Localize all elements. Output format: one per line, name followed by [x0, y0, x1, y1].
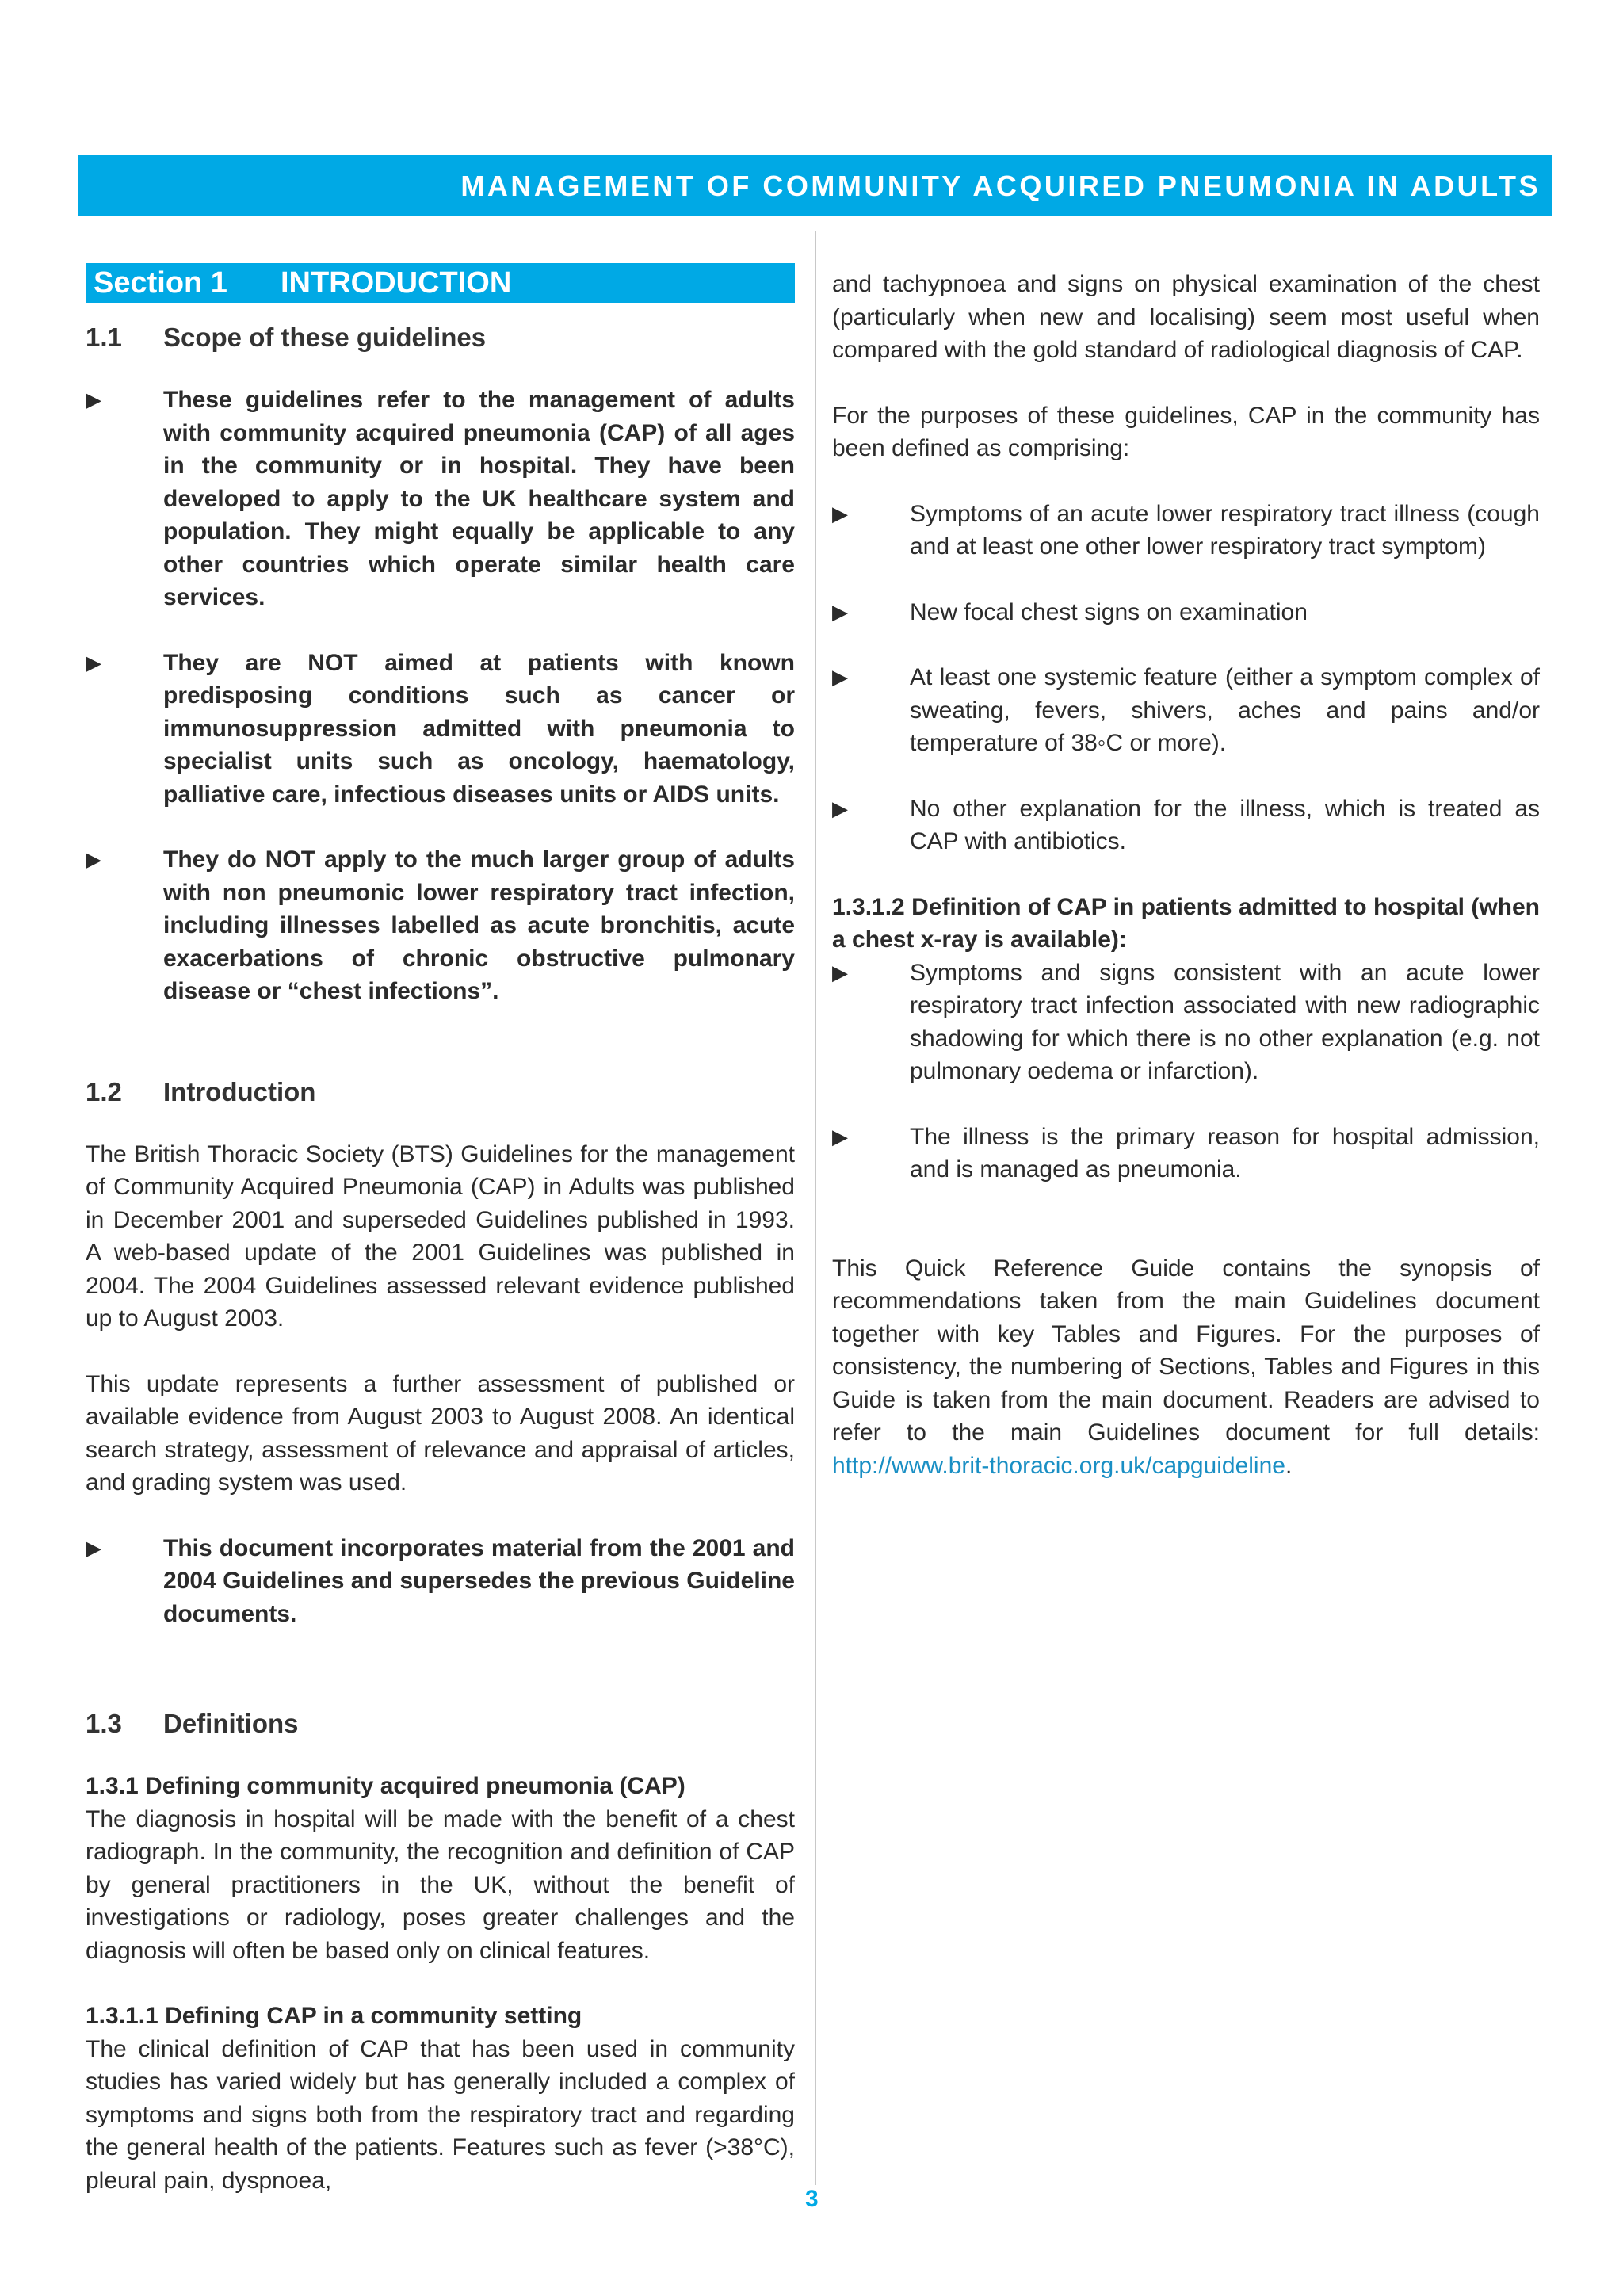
scope-bullet [86, 384, 795, 614]
arrow-bullet-icon: ▶ [832, 501, 848, 525]
definition-paragraph: The clinical definition of CAP that has been used in community studies has varied widely but has generally included a complex of symptoms and signs both from the respiratory tract and regarding the general health of the patients. Features such as fever (>38°C), pleural pain, dyspnoea, [86, 2035, 795, 2194]
community-bullet [832, 596, 1540, 629]
arrow-bullet-icon: ▶ [86, 847, 101, 871]
bullet-text: They do NOT apply to the much larger group of adults with non pneumonic lower respiratory tract infection, including illnesses labelled as acute bronchitis, acute exacerbations of chronic obstructive pulmonary disease or “chest infections”. [163, 846, 795, 1004]
subheading-1-3-1-2: 1.3.1.2 Definition of CAP in patients admitted to hospital (when a chest x-ray is available): [832, 893, 1540, 953]
intro-paragraph: This update represents a further assessment of published or available evidence from August 2003 to August 2008. An identical search strategy, assessment of relevance and appraisal of articles, and grading system was used. [86, 1370, 795, 1496]
bullet-text: At least one systemic feature (either a symptom complex of sweating, fevers, shivers, aches and pains and/or temperature of 38◦C or more). [910, 664, 1540, 756]
arrow-bullet-icon: ▶ [86, 1535, 101, 1560]
bullet-text: Symptoms and signs consistent with an acute lower respiratory tract infection associated with new radiographic shadowing for which there is no other explanation (e.g. not pulmonary oedema or infarction). [910, 959, 1540, 1084]
bullet-text: Symptoms of an acute lower respiratory tract illness (cough and at least one other lower respiratory tract symptom) [910, 500, 1540, 560]
arrow-bullet-icon: ▶ [832, 960, 848, 984]
section-title: INTRODUCTION [281, 266, 512, 300]
definition-paragraph: The diagnosis in hospital will be made with the benefit of a chest radiograph. In the community, the recognition and definition of CAP by general practitioners in the UK, without the benefit of investigations or radiology, poses greater challenges and the diagnosis will often be based only on clinical features. [86, 1805, 795, 1964]
continued-paragraph: and tachypnoea and signs on physical examination of the chest (particularly when new and localising) seem most useful when compared with the gold standard of radiological diagnosis of CAP. [832, 271, 1540, 363]
heading-1-2 [86, 1076, 795, 1108]
heading-1-1 [86, 322, 795, 353]
arrow-bullet-icon: ▶ [832, 1124, 848, 1148]
community-bullet [832, 661, 1540, 760]
scope-bullet [86, 843, 795, 1008]
quick-reference-text: This Quick Reference Guide contains the synopsis of recommendations taken from the main Guidelines document together with key Tables and Figures. For the purposes of consistency, the numbering of Sections, Tables and Figures in this Guide is taken from the main document. Readers are advised to refer to the main Guidelines document for full details: [832, 1255, 1540, 1446]
intro-bullet [86, 1532, 795, 1631]
heading-number: 1.3 [86, 1709, 122, 1738]
column-divider [815, 231, 816, 2185]
bullet-text: The illness is the primary reason for hospital admission, and is managed as pneumonia. [910, 1123, 1540, 1182]
quick-reference-paragraph [832, 1252, 1540, 1483]
document-title: MANAGEMENT OF COMMUNITY ACQUIRED PNEUMONIA IN ADULTS [460, 170, 1541, 202]
page-number: 3 [805, 2186, 819, 2212]
heading-text: Definitions [163, 1709, 299, 1738]
heading-text: Introduction [163, 1076, 316, 1106]
heading-text: Scope of these guidelines [163, 323, 487, 352]
arrow-bullet-icon: ▶ [86, 650, 101, 674]
hospital-bullet [832, 1121, 1540, 1186]
subheading-1-3-1: 1.3.1 Defining community acquired pneumonia (CAP) [86, 1773, 685, 1799]
arrow-bullet-icon: ▶ [832, 796, 848, 820]
arrow-bullet-icon: ▶ [86, 388, 101, 411]
heading-1-3 [86, 1708, 795, 1740]
bullet-text: New focal chest signs on examination [910, 598, 1308, 625]
right-column [832, 268, 1540, 1482]
guideline-link[interactable]: http://www.brit-thoracic.org.uk/capguideline [832, 1452, 1285, 1479]
community-bullet [832, 793, 1540, 858]
intro-paragraph: The British Thoracic Society (BTS) Guidelines for the management of Community Acquired Pneumonia (CAP) in Adults was published in December 2001 and superseded Guidelines published in 1993. A web-based update of the 2001 Guidelines was published in 2004. The 2004 Guidelines assessed relevant evidence published up to August 2003. [86, 1140, 795, 1331]
heading-number: 1.1 [86, 323, 122, 352]
bullet-text: This document incorporates material from the 2001 and 2004 Guidelines and supersedes the previous Guideline documents. [163, 1534, 795, 1627]
section-number: Section 1 [94, 266, 227, 300]
section-heading [86, 263, 795, 303]
arrow-bullet-icon: ▶ [832, 599, 848, 624]
hospital-bullet [832, 957, 1540, 1088]
left-column [86, 252, 795, 2197]
subheading-1-3-1-1: 1.3.1.1 Defining CAP in a community setting [86, 2003, 582, 2029]
community-bullet [832, 498, 1540, 563]
bullet-text: These guidelines refer to the management of adults with community acquired pneumonia (CAP) of all ages in the community or in hospital. They have been developed to apply to the UK healthcare system and population. They might equally be applicable to any other countries which operate similar health care services. [163, 387, 795, 610]
bullet-text: They are NOT aimed at patients with known predisposing conditions such as cancer or immunosuppression admitted with pneumonia to specialist units such as oncology, haematology, palliative care, infectious diseases units or AIDS units. [163, 649, 795, 808]
header-bar [78, 155, 1552, 216]
bullet-text: No other explanation for the illness, which is treated as CAP with antibiotics. [910, 795, 1540, 854]
link-suffix: . [1285, 1452, 1293, 1479]
community-definition-intro: For the purposes of these guidelines, CAP in the community has been defined as comprising: [832, 402, 1540, 461]
heading-number: 1.2 [86, 1076, 122, 1106]
scope-bullet [86, 647, 795, 812]
arrow-bullet-icon: ▶ [832, 665, 848, 689]
